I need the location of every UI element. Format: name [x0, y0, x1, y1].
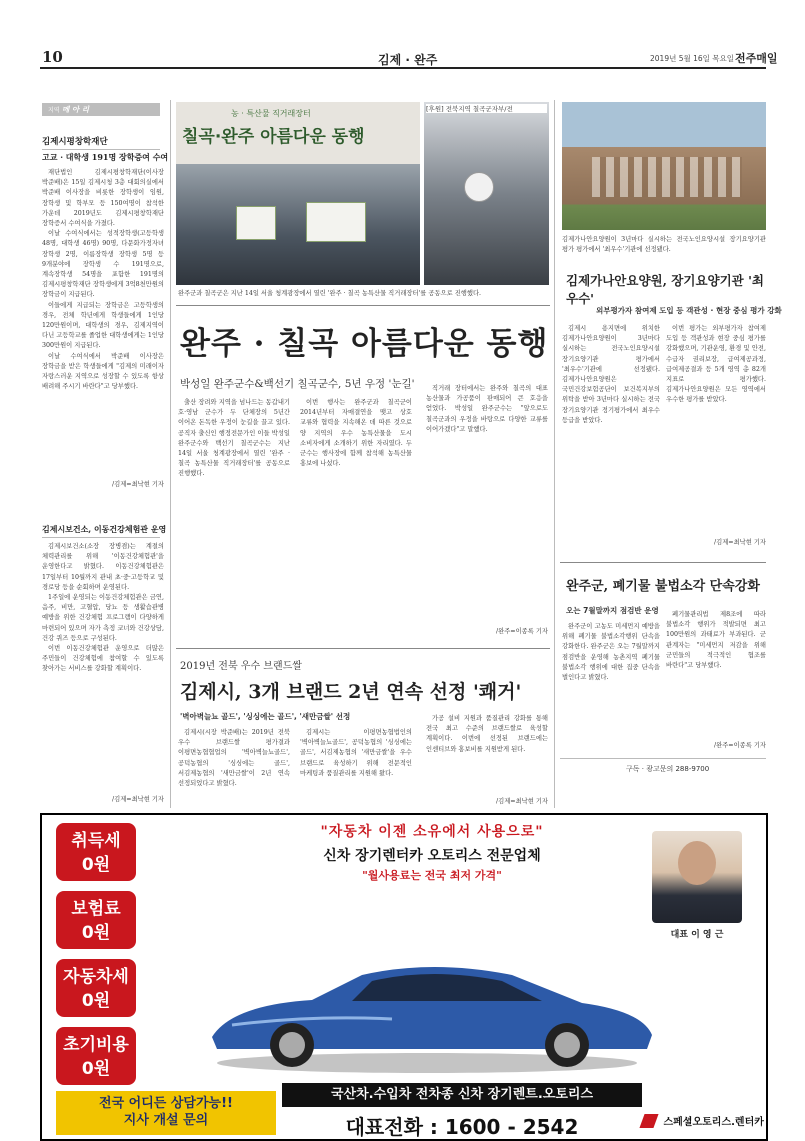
- paragraph: 이날 수여식에서 박준배 이사장은 장학금을 받은 학생들에게 "김제의 미래이자 자랑스러운 지역으로 성장할 수 있도록 항상 배려해 주시기 바란다"고 당부했다.: [42, 352, 164, 391]
- page-header: [0, 0, 805, 70]
- ad-phone: 대표전화 : 1600 - 2542: [345, 1115, 579, 1139]
- sidebar-item-1-body: [42, 168, 164, 480]
- ad-consult-line-2: 지사 개설 문의: [123, 1113, 209, 1128]
- tag-main: 메 아 리: [61, 105, 89, 114]
- lead-col-2: [300, 398, 412, 638]
- second-subhead: '벽아벽늘뇨 골드', '싱싱에는 골드', '새만금쌀' 선정: [180, 712, 351, 721]
- section-title: 김제 · 완주: [378, 53, 438, 67]
- ad-box-value: 0원: [81, 923, 111, 943]
- sidebar-item-2-body: [42, 542, 164, 794]
- lead-photo: [176, 102, 420, 285]
- lead-headline: 완주 · 칠곡 아름다운 동행: [180, 326, 549, 362]
- paragraph: 직거래 장터에서는 완주와 칠곡의 대표 농산물과 가공품이 판매되어 큰 호응을 얻었다. 박성일 완주군수는 "앞으로도 칠곡군과의 우정을 바탕으로 다양한 교류를 이어가겠다"고 말했다.: [426, 385, 548, 433]
- ad-box-value: 0원: [81, 991, 111, 1011]
- second-photo: [424, 102, 549, 285]
- tag-prefix: 지역: [48, 107, 60, 114]
- ad-brand: [642, 1113, 766, 1128]
- right-top-subhead: 외부평가자 참여제 도입 등 객관성 · 현장 중심 평가 강화: [596, 306, 782, 315]
- second-col-2: [300, 728, 412, 808]
- paper-name: 전주매일: [735, 52, 778, 65]
- right-top-col-1: [562, 324, 660, 554]
- ad-price-line: "월사용료는 전국 최저 가격": [362, 869, 502, 882]
- right-bottom-col-1: [562, 622, 660, 752]
- lead-col-1: [178, 398, 290, 638]
- sidebar-item-1-title: 김제시평창학재단: [42, 137, 108, 147]
- brand-logo-icon: [639, 1114, 658, 1128]
- sidebar-item-1-byline: /김제=최낙현 기자: [112, 481, 164, 488]
- issue-date: 2019년 5월 16일 목요일: [650, 54, 735, 63]
- building-caption: 김제가나안요양원이 3년마다 실시하는 전국노인요양시설 장기요양기관 평가 평가에서 '최우수'기관에 선정됐다.: [562, 236, 766, 254]
- lead-photo-caption: 완주군과 칠곡군은 지난 14일 서울 청계광장에서 열린 '완주 · 칠곡 농특산물 직거래장터'를 공동으로 진행했다.: [178, 290, 482, 297]
- ball-graphic: [464, 172, 494, 202]
- paragraph: 이번 행사는 완주군과 칠곡군이 2014년부터 자매결연을 맺고 상호 교류와 협력을 지속해온 데 따른 것으로 양 지역의 우수 농특산물을 도시 소비자에게 소개하기 위한 자리였다. 두 군수는 행사장에 함께 참석해 농특산물 홍보에 나섰다.: [300, 399, 412, 468]
- paragraph: 가공 설비 지원과 품질관리 강화를 통해 전국 최고 수준의 브랜드쌀로 육성할 계획이다. 이번에 선정된 브랜드에는 인센티브와 홍보비를 지원받게 된다.: [426, 715, 548, 753]
- ad-box-value: 0원: [81, 855, 111, 875]
- paragraph: 김제시보건소(소장 장병겸)는 계절의 체력관리를 위해 '이동건강체험관'을 운영한다고 밝혔다. 이동건강체험관은 17일부터 10월까지 관내 초·중·고등학교 및 경로당 등을 순회하며 운영된다.: [42, 543, 164, 591]
- ad-consult: [56, 1091, 276, 1135]
- ad-box-label: 초기비용: [63, 1035, 129, 1055]
- ad-box-label: 보험료: [71, 899, 121, 919]
- car-image: [192, 945, 662, 1075]
- right-bottom-headline: 완주군, 폐기물 불법소각 단속강화: [566, 579, 760, 594]
- lead-col-3: [426, 384, 548, 622]
- paragraph: 폐기물관리법 제8조에 따라 불법소각 행위가 적발되면 최고 100만원의 과태료가 부과된다. 군 관계자는 "미세먼지 저감을 위해 군민들의 적극적인 협조를 바란다"고 당부했다.: [666, 611, 766, 670]
- sidebar-item-2-byline: /김제=최낙현 기자: [112, 796, 164, 803]
- second-col-1: [178, 728, 290, 808]
- page-number: 10: [42, 48, 63, 66]
- ad-box-vehicle-tax: [56, 959, 136, 1017]
- right-bottom-subhead: 오는 7월말까지 점검반 운영: [566, 606, 659, 615]
- paragraph: 출산 장려와 지역을 넘나드는 동갑내기 호·영남 군수가 두 단체장의 5년간 이어온 돈독한 우정이 눈길을 끌고 있다. 공직자 출신인 행정전문가인 이들 박성일 완주군수와 백선기 칠곡군수는 지난 14일 서울 청계광장에서 열린 '완주 · 칠곡 농특산물 직거래장터'를 공동으로 진행했다.: [178, 399, 290, 478]
- ad-box-acquisition-tax: [56, 823, 136, 881]
- second-headline: 김제시, 3개 브랜드 2년 연속 선정 '쾌거': [180, 681, 522, 703]
- paragraph: 김제시 용지면에 위치한 김제가나안요양원이 3년마다 실시하는 전국노인요양시설 장기요양기관 평가에서 '최우수'기관에 선정됐다. 김제가나안요양원은 국민건강보험공단이 보건복지부의 위탁을 받아 3년마다 실시하는 전국 장기요양기관 정기평가에서 최우수 등급을 받았다.: [562, 325, 660, 424]
- ceo-name: 대표 이 영 근: [670, 930, 724, 940]
- header-rule: [40, 67, 766, 69]
- car-graphic: [192, 945, 662, 1075]
- paragraph: 이번 평가는 외부평가자 참여제 도입 등 객관성과 현장 중심 평가를 강화했으며, 기관운영, 환경 및 안전, 수급자 권리보장, 급여제공과정, 급여제공결과 등 5개 영역 총 82개 지표로 평가했다. 김제가나안요양원은 모든 영역에서 우수한 평가를 받았다.: [666, 325, 766, 404]
- ad-company-line: 신차 장기렌터카 오토리스 전문업체: [323, 848, 541, 864]
- middle-divider: [554, 100, 555, 808]
- paragraph: 이번 이동건강체험관 운영으로 더많은 주민들이 건강체험에 참여할 수 있도록 찾아가는 서비스를 강화할 계획이다.: [42, 645, 164, 673]
- people-group: [176, 164, 420, 285]
- ceo-face: [678, 841, 716, 885]
- second-article-rule: [176, 648, 550, 649]
- photo-tag: [후원] 전북지역 칠곡군자부/전: [426, 104, 547, 113]
- right-bottom-col-2: [666, 610, 766, 740]
- subscription-info: 구독 · 광고문의 288-9700: [626, 765, 710, 773]
- ad-section: [40, 813, 768, 1141]
- paragraph: 1주일에 운영되는 이동건강체험관은 금연, 음주, 비만, 고혈압, 당뇨 등 생활습관병 예방을 위한 건강체험 프로그램이 다양하게 마련되어 있으며 자가 측정 코너와 건강상담, 건강 퀴즈 등으로 구성된다.: [42, 594, 164, 642]
- sidebar-divider: [170, 100, 171, 808]
- ad-brand-name: 스페셜오토리스.렌터카: [663, 1117, 764, 1128]
- ad-box-label: 취득세: [71, 831, 121, 851]
- sidebar-item-2-title-rule: [42, 537, 160, 538]
- paragraph: 이들에게 지급되는 장학금은 고등학생의 경우, 전체 학년에게 학생들에게 1인당 120만원이며, 대학생의 경우, 김제지역이 다닌 고등학교를 졸업한 대학생에게는 1인당 300만원이 지급된다.: [42, 301, 164, 350]
- second-byline: /김제=최낙현 기자: [496, 798, 548, 805]
- lead-headline-rule: [176, 305, 550, 306]
- paragraph: 재단법인 김제시평창학재단(이사장 박준배)은 15일 김제시청 3층 대회의실에서 박준배 이사장을 비롯한 장학생이 임원, 장학생 및 학부모 등 150여명이 참석한 가운데 2019년도 김제시평창학재단 장학증서 수여식을 가졌다.: [42, 169, 164, 228]
- paragraph: 이날 수여식에서는 성적장학생(고등학생 48명, 대학생 46명) 90명, 다문화가정자녀 장학생 2명, 이름장학생 장학생 5명 등 9개분야에 장학생 수 191명으로, 계속장학생 54명을 포함한 191명의 김제시평창학재단 장학생에게 3억8천만원의 장학금이 지급된다.: [42, 230, 164, 299]
- sidebar-item-1-title-rule: [42, 149, 160, 150]
- second-col-3: [426, 714, 548, 796]
- building-photo: [562, 102, 766, 230]
- sign-board: [236, 206, 276, 240]
- right-top-byline: /김제=최낙현 기자: [714, 539, 766, 546]
- ad-box-initial-cost: [56, 1027, 136, 1085]
- paragraph: 김제시는 이평면농협법인의 '벽아벽늘뇨골드', 공덕농협의 '싱싱에는 골드', 서김제농협의 '새만금쌀'을 우수 브랜드로 육성하기 위해 전문적인 마케팅과 품질관리를 지원해 왔다.: [300, 729, 412, 777]
- banner-top-text: 농 · 특산물 직거래장터: [231, 109, 311, 118]
- sign-board: [306, 202, 366, 242]
- right-top-col-2: [666, 324, 766, 536]
- sidebar-item-1-subtitle: 고교 · 대학생 191명 장학증여 수여: [42, 152, 169, 162]
- right-top-headline: 김제가나안요양원, 장기요양기관 '최우수': [566, 273, 765, 306]
- lead-subhead: 박성일 완주군수&백선기 칠곡군수, 5년 우정 '눈길': [180, 378, 415, 390]
- subscription-rule: [560, 758, 766, 759]
- right-bottom-rule: [560, 562, 766, 563]
- second-kicker: 2019년 전북 우수 브랜드쌀: [180, 661, 302, 672]
- lead-byline: /완주=이종록 기자: [496, 628, 548, 635]
- ad-consult-line-1: 전국 어디든 상담가능!!: [99, 1096, 233, 1111]
- paragraph: 완주군이 고농도 미세먼지 예방을 위해 폐기물 불법소각행위 단속을 강화한다. 완주군은 오는 7월말까지 점검반을 운영해 농촌지역 폐기물 불법소각 행위에 대한 집중 단속을 벌인다고 밝혔다.: [562, 623, 660, 682]
- sidebar-tag: [42, 103, 160, 116]
- ad-box-insurance: [56, 891, 136, 949]
- ad-tagline: "자동차 이젠 소유에서 사용으로": [320, 824, 544, 840]
- ad-bottom-banner: [282, 1083, 642, 1107]
- building-windows: [592, 157, 742, 197]
- ad-box-value: 0원: [81, 1059, 111, 1079]
- sidebar-item-2-title: 김제시보건소, 이동건강체험관 운영: [42, 524, 167, 534]
- ad-box-label: 자동차세: [63, 967, 129, 987]
- ad-bottom-banner-text: 국산차.수입차 전차종 신차 장기렌트.오토리스: [330, 1087, 594, 1102]
- right-bottom-byline: /완주=이종록 기자: [714, 742, 766, 749]
- banner-main-text: 칠곡·완주 아름다운 동행: [182, 127, 365, 147]
- ceo-portrait: [652, 831, 742, 923]
- paragraph: 김제시(시장 박준배)는 2019년 전북 우수 브랜드쌀 평가결과 이평면농협협업의 '벽아벽늘뇨골드', 공덕농협의 '싱싱에는 골드', 서김제농협의 '새만금쌀'이 2년 연속 선정되었다고 밝혔다.: [178, 729, 290, 788]
